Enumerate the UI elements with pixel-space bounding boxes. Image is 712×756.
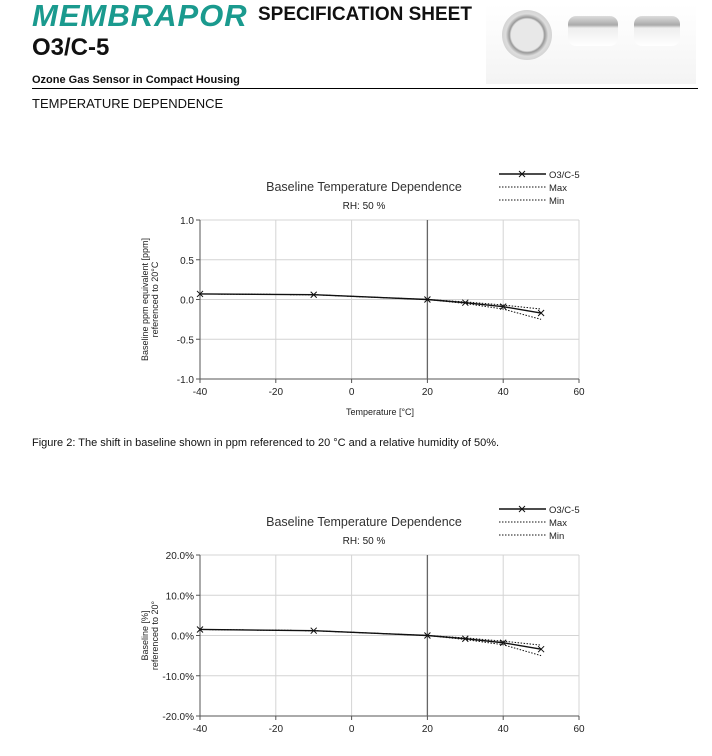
x-tick-label: 40 (497, 724, 509, 735)
product-subtitle: Ozone Gas Sensor in Compact Housing (32, 74, 240, 86)
x-tick-label: 0 (348, 724, 355, 735)
y-tick-label: 0.0% (171, 631, 194, 643)
chart-title: Baseline Temperature Dependence (266, 180, 462, 194)
x-tick-label: 20 (421, 724, 433, 735)
legend-label: Min (549, 531, 565, 542)
y-axis-title: Baseline [%] (140, 610, 150, 661)
figure-caption: Figure 2: The shift in baseline shown in ppm referenced to 20 °C and a relative humidity of 50%. (32, 437, 500, 449)
legend-label: Max (549, 518, 567, 529)
chart-ppm (0, 160, 712, 430)
section-heading: TEMPERATURE DEPENDENCE (32, 96, 224, 111)
series-line-max (200, 629, 541, 645)
legend-label: O3/C-5 (549, 170, 580, 181)
series-line-o3-c-5 (200, 629, 541, 649)
y-axis-title: referenced to 20°C (150, 261, 160, 338)
y-tick-label: -1.0 (176, 375, 194, 386)
x-tick-label: -40 (192, 387, 208, 398)
legend-label: Min (549, 196, 565, 207)
x-tick-label: 60 (573, 387, 585, 398)
chart-subtitle: RH: 50 % (342, 536, 386, 547)
y-tick-label: -20.0% (162, 712, 194, 723)
y-tick-label: 1.0 (180, 216, 194, 227)
x-tick-label: -40 (192, 724, 208, 735)
x-tick-label: 40 (497, 387, 509, 398)
model-title: O3/C-5 (32, 34, 110, 61)
y-tick-label: -10.0% (162, 671, 194, 683)
sensor-image (568, 16, 618, 46)
y-tick-label: -0.5 (176, 335, 194, 347)
chart-subtitle: RH: 50 % (342, 201, 386, 212)
sensor-image (502, 10, 552, 60)
legend-label: Max (549, 183, 567, 194)
brand-logo: MEMBRAPOR (32, 0, 248, 33)
x-tick-label: -20 (268, 387, 284, 398)
series-line-max (200, 294, 541, 309)
y-axis-title: referenced to 20° (150, 600, 160, 671)
x-tick-label: -20 (268, 724, 284, 735)
x-tick-label: 60 (573, 724, 585, 735)
product-photo (486, 4, 696, 84)
doc-type-title: SPECIFICATION SHEET (258, 4, 472, 25)
header-divider (32, 88, 698, 89)
x-tick-label: 20 (421, 387, 433, 398)
y-tick-label: 0.0 (180, 295, 194, 307)
series-line-o3-c-5 (200, 294, 541, 313)
legend-label: O3/C-5 (549, 505, 580, 516)
chart-title: Baseline Temperature Dependence (266, 515, 462, 529)
x-axis-title: Temperature [°C] (345, 407, 415, 417)
y-axis-title: Baseline ppm equivalent [ppm] (140, 237, 150, 362)
x-tick-label: 0 (348, 387, 355, 398)
y-tick-label: 0.5 (180, 255, 194, 267)
chart-percent (0, 496, 712, 756)
y-tick-label: 10.0% (165, 591, 194, 603)
y-tick-label: 20.0% (165, 551, 194, 562)
sensor-image (634, 16, 680, 46)
